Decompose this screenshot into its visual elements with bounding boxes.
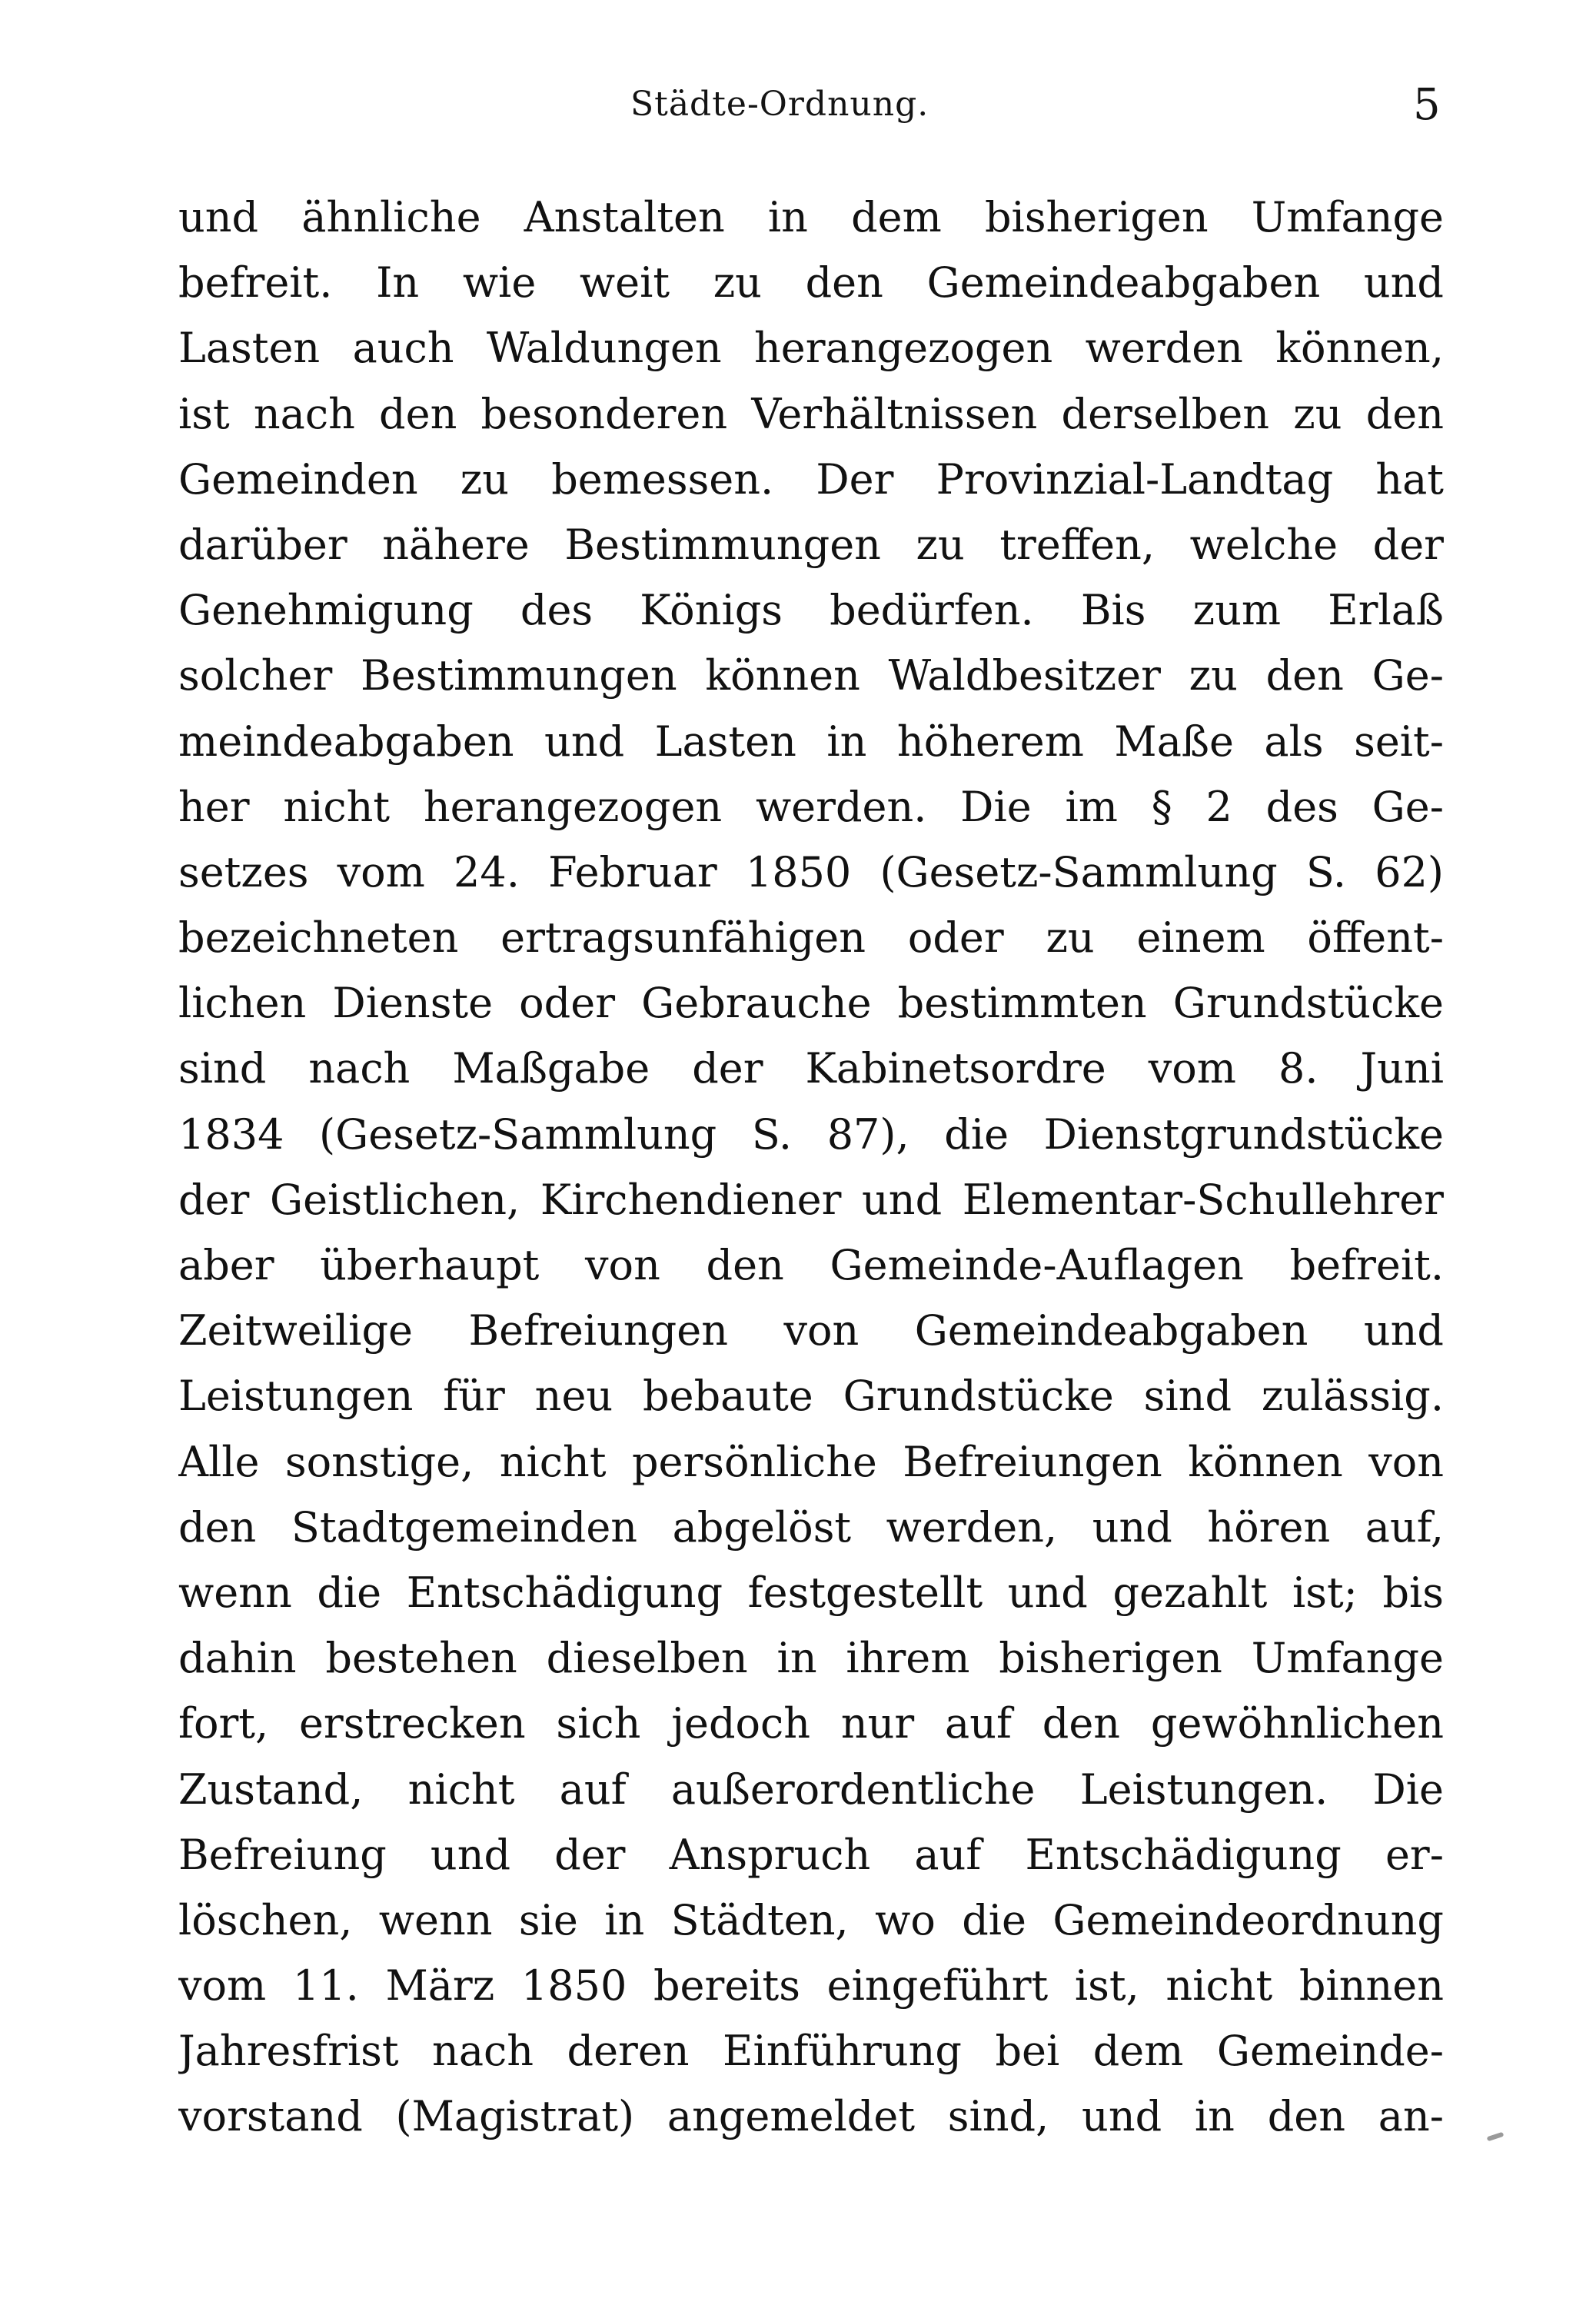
text-line: ist nach den besonderen Verhältnissen derselben zu den bbox=[178, 389, 1444, 438]
running-head bbox=[0, 77, 1596, 138]
text-line: Lasten auch Waldungen herangezogen werden können, bbox=[178, 324, 1444, 373]
text-line: 1834 (Gesetz-Sammlung S. 87), die Dienstgrundstücke bbox=[178, 1109, 1444, 1159]
text-line: meindeabgaben und Lasten in höherem Maße als seit- bbox=[178, 717, 1444, 766]
page-number: 5 bbox=[1413, 80, 1441, 130]
text-line: Zustand, nicht auf außerordentliche Leistungen. Die bbox=[178, 1765, 1444, 1814]
body-text bbox=[178, 185, 1444, 2150]
text-line: Leistungen für neu bebaute Grundstücke sind zulässig. bbox=[178, 1372, 1444, 1421]
text-line: Gemeinden zu bemessen. Der Provinzial-Landtag hat bbox=[178, 454, 1444, 504]
text-line: wenn die Entschädigung festgestellt und gezahlt ist; bis bbox=[178, 1568, 1444, 1617]
running-title: Städte-Ordnung. bbox=[630, 85, 929, 124]
text-line: bezeichneten ertragsunfähigen oder zu einem öffent- bbox=[178, 913, 1444, 963]
text-line: fort, erstrecken sich jedoch nur auf den gewöhnlichen bbox=[178, 1699, 1444, 1748]
text-line: darüber nähere Bestimmungen zu treffen, welche der bbox=[178, 520, 1444, 569]
text-line: Befreiung und der Anspruch auf Entschädigung er- bbox=[178, 1830, 1444, 1879]
text-line: vom 11. März 1850 bereits eingeführt ist, nicht binnen bbox=[178, 1961, 1444, 2011]
text-line: aber überhaupt von den Gemeinde-Auflagen befreit. bbox=[178, 1241, 1444, 1289]
text-line: Genehmigung des Königs bedürfen. Bis zum Erlaß bbox=[178, 586, 1444, 635]
text-line: löschen, wenn sie in Städten, wo die Gemeindeordnung bbox=[178, 1895, 1444, 1944]
text-line: und ähnliche Anstalten in dem bisherigen Umfange bbox=[178, 193, 1444, 241]
text-line: lichen Dienste oder Gebrauche bestimmten Grundstücke bbox=[178, 979, 1444, 1028]
text-line: dahin bestehen dieselben in ihrem bisherigen Umfange bbox=[178, 1634, 1444, 1683]
text-line: befreit. In wie weit zu den Gemeindeabgaben und bbox=[178, 258, 1444, 308]
text-line: her nicht herangezogen werden. Die im § 2 des Ge- bbox=[178, 782, 1444, 831]
text-line: der Geistlichen, Kirchendiener und Elementar-Schullehrer bbox=[178, 1175, 1444, 1224]
text-line: Alle sonstige, nicht persönliche Befreiungen können von bbox=[178, 1437, 1444, 1486]
text-line: sind nach Maßgabe der Kabinetsordre vom 8. Juni bbox=[178, 1044, 1444, 1093]
text-line: solcher Bestimmungen können Waldbesitzer zu den Ge- bbox=[178, 651, 1444, 700]
text-line: vorstand (Magistrat) angemeldet sind, und in den an- bbox=[178, 2092, 1444, 2141]
text-line: Jahresfrist nach deren Einführung bei dem Gemeinde- bbox=[178, 2027, 1444, 2076]
text-line: setzes vom 24. Februar 1850 (Gesetz-Sammlung S. 62) bbox=[178, 847, 1444, 896]
ink-speck bbox=[1487, 2132, 1505, 2142]
text-line: Zeitweilige Befreiungen von Gemeindeabgaben und bbox=[178, 1306, 1444, 1355]
text-line: den Stadtgemeinden abgelöst werden, und hören auf, bbox=[178, 1502, 1444, 1552]
